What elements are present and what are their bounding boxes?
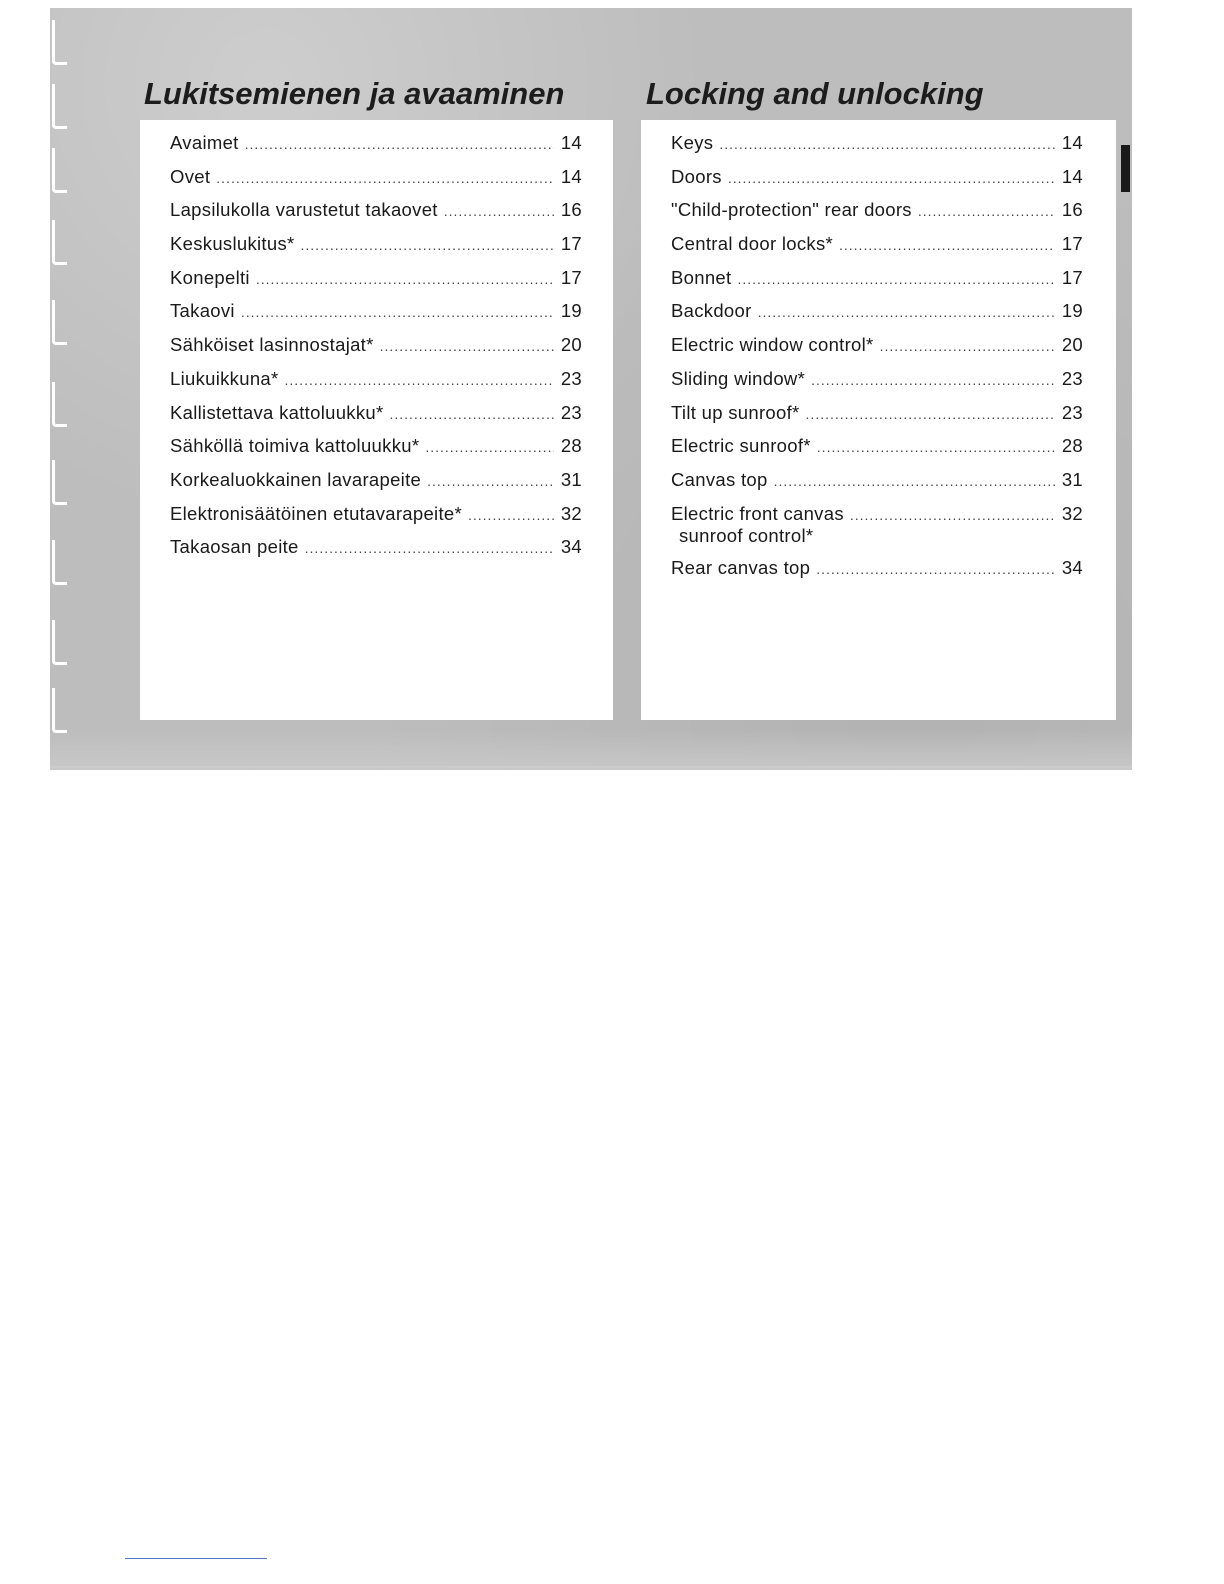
toc-entry-label: Backdoor <box>671 300 752 322</box>
leader-dots <box>301 234 554 256</box>
toc-entry-label: Rear canvas top <box>671 557 811 579</box>
toc-entry-label: Electric sunroof* <box>671 435 811 457</box>
toc-entry-page: 23 <box>1061 401 1083 423</box>
binder-ring-icon <box>52 688 67 733</box>
toc-entry[interactable] <box>170 132 582 155</box>
toc-entry-label: Sähköiset lasinnostajat* <box>170 334 374 356</box>
toc-entry-page: 14 <box>560 165 582 187</box>
toc-entry[interactable] <box>170 402 582 425</box>
toc-entry-label: Sliding window* <box>671 367 806 389</box>
leader-dots <box>444 200 554 222</box>
toc-entry-label: Ovet <box>170 165 211 187</box>
toc-entry-page: 34 <box>560 536 582 558</box>
toc-entry[interactable] <box>671 300 1083 323</box>
toc-entry-label-continued: sunroof control* <box>679 524 814 546</box>
toc-entry[interactable] <box>170 368 582 391</box>
toc-entry[interactable] <box>671 166 1083 189</box>
leader-dots <box>850 504 1055 526</box>
leader-dots <box>305 537 554 559</box>
toc-entry-page: 17 <box>1061 266 1083 288</box>
toc-entry[interactable] <box>671 368 1083 391</box>
binder-ring-icon <box>52 220 67 265</box>
section-tab-marker <box>1121 145 1130 192</box>
toc-entry-label-wrap <box>671 503 844 547</box>
toc-entry[interactable] <box>671 334 1083 357</box>
toc-entry-label: Electric front canvas <box>671 502 844 524</box>
toc-list-finnish <box>170 132 582 570</box>
toc-entry[interactable] <box>170 536 582 559</box>
leader-dots <box>468 504 554 526</box>
toc-entry[interactable] <box>671 469 1083 492</box>
toc-entry-label: Electric window control* <box>671 334 874 356</box>
leader-dots <box>256 268 554 290</box>
heading-english: Locking and unlocking <box>646 76 984 111</box>
leader-dots <box>737 268 1055 290</box>
toc-entry[interactable] <box>170 300 582 323</box>
binder-ring-icon <box>52 20 67 65</box>
toc-entry-page: 19 <box>560 300 582 322</box>
toc-entry-page: 34 <box>1061 557 1083 579</box>
leader-dots <box>774 470 1055 492</box>
toc-entry-label: Korkealuokkainen lavarapeite <box>170 468 422 490</box>
toc-entry-label: Elektronisäätöinen etutavarapeite* <box>170 502 462 524</box>
toc-entry-page: 14 <box>1061 132 1083 153</box>
toc-entry[interactable] <box>671 503 1083 547</box>
toc-entry-page: 28 <box>560 435 582 457</box>
toc-entry-label: Sähköllä toimiva kattoluukku* <box>170 435 420 457</box>
toc-entry-page: 23 <box>560 401 582 423</box>
toc-entry[interactable] <box>170 166 582 189</box>
leader-dots <box>285 369 554 391</box>
toc-entry-label: "Child-protection" rear doors <box>671 199 912 221</box>
toc-entry-label: Kallistettava kattoluukku* <box>170 401 384 423</box>
leader-dots <box>758 301 1055 323</box>
toc-entry-page: 32 <box>1061 502 1083 524</box>
toc-entry[interactable] <box>671 132 1083 155</box>
toc-entry[interactable] <box>170 233 582 256</box>
toc-entry-label: Bonnet <box>671 266 732 288</box>
toc-entry-label: Doors <box>671 165 722 187</box>
toc-entry-label: Central door locks* <box>671 233 833 255</box>
leader-dots <box>216 167 554 189</box>
toc-entry-page: 28 <box>1061 435 1083 457</box>
toc-entry-label: Keskuslukitus* <box>170 233 295 255</box>
toc-entry-page: 20 <box>560 334 582 356</box>
toc-entry-page: 14 <box>1061 165 1083 187</box>
toc-entry-label: Liukuikkuna* <box>170 367 279 389</box>
leader-dots <box>816 558 1055 580</box>
toc-entry-label: Konepelti <box>170 266 250 288</box>
toc-entry-label: Lapsilukolla varustetut takaovet <box>170 199 438 221</box>
toc-entry-label: Tilt up sunroof* <box>671 401 800 423</box>
toc-entry-page: 23 <box>560 367 582 389</box>
toc-entry[interactable] <box>170 469 582 492</box>
leader-dots <box>427 470 554 492</box>
leader-dots <box>839 234 1055 256</box>
toc-entry-page: 31 <box>560 468 582 490</box>
toc-entry-page: 32 <box>560 502 582 524</box>
leader-dots <box>241 301 554 323</box>
leader-dots <box>811 369 1055 391</box>
toc-list-english <box>671 132 1083 591</box>
binder-ring-icon <box>52 540 67 585</box>
leader-dots <box>880 335 1055 357</box>
toc-entry-page: 20 <box>1061 334 1083 356</box>
toc-entry[interactable] <box>671 402 1083 425</box>
toc-entry[interactable] <box>170 435 582 458</box>
toc-entry-label: Avaimet <box>170 132 239 153</box>
toc-entry-page: 17 <box>1061 233 1083 255</box>
scan-shadow <box>50 730 1132 770</box>
toc-entry-page: 31 <box>1061 468 1083 490</box>
toc-entry-page: 23 <box>1061 367 1083 389</box>
leader-dots <box>380 335 554 357</box>
toc-entry[interactable] <box>170 334 582 357</box>
toc-entry-page: 16 <box>560 199 582 221</box>
leader-dots <box>425 436 554 458</box>
toc-entry[interactable] <box>671 199 1083 222</box>
binder-rings <box>52 20 68 730</box>
leader-dots <box>817 436 1055 458</box>
binder-ring-icon <box>52 620 67 665</box>
leader-dots <box>389 403 554 425</box>
binder-ring-icon <box>52 84 67 129</box>
leader-dots <box>806 403 1055 425</box>
toc-entry-page: 19 <box>1061 300 1083 322</box>
toc-entry-page: 17 <box>560 233 582 255</box>
binder-ring-icon <box>52 148 67 193</box>
toc-entry-page: 17 <box>560 266 582 288</box>
heading-finnish: Lukitsemienen ja avaaminen <box>144 76 565 111</box>
toc-entry-label: Takaovi <box>170 300 235 322</box>
toc-entry[interactable] <box>170 267 582 290</box>
toc-entry-label: Canvas top <box>671 468 768 490</box>
binder-ring-icon <box>52 460 67 505</box>
toc-entry-page: 14 <box>560 132 582 153</box>
footer-rule <box>125 1558 267 1559</box>
leader-dots <box>719 133 1055 155</box>
toc-entry-label: Takaosan peite <box>170 536 299 558</box>
toc-entry[interactable] <box>671 233 1083 256</box>
toc-entry-page: 16 <box>1061 199 1083 221</box>
toc-entry[interactable] <box>671 435 1083 458</box>
leader-dots <box>728 167 1055 189</box>
toc-entry[interactable] <box>671 267 1083 290</box>
leader-dots <box>918 200 1055 222</box>
toc-entry[interactable] <box>671 557 1083 580</box>
toc-entry[interactable] <box>170 199 582 222</box>
toc-entry[interactable] <box>170 503 582 526</box>
binder-ring-icon <box>52 300 67 345</box>
binder-ring-icon <box>52 382 67 427</box>
toc-entry-label: Keys <box>671 132 714 153</box>
leader-dots <box>245 133 554 155</box>
